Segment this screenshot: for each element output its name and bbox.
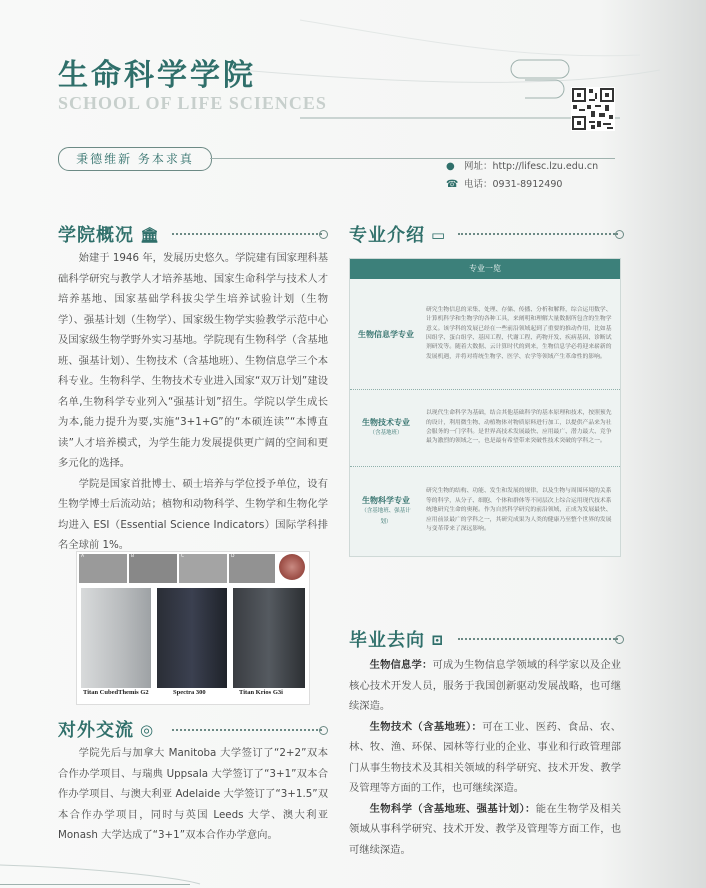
- career-text: [349, 655, 621, 860]
- website-text[interactable]: 网址：http://lifesc.lzu.edu.cn: [464, 161, 599, 172]
- table-header: 专业一览: [350, 259, 620, 279]
- overview-paragraph-1: 始建于 1946 年，发展历史悠久。学院建有国家理科基础科学研究与教学人才培养基地、国家生命科学与技术人才培养基地、国家基础学科拔尖学生培养试验计划（生物学）、强基计划（生物学）、国家级生物学实验教学示范中心及国家级生物学野外实习基地。学院现有生物科学（含基地班、强基计划）、生物技术（含基地班）、生物信息学三个本科专业。生物科学、生物技术专业进入国家“双万计划”建设名单,生物科学专业列入“强基计划”招生。学院以学生成长为本,能力提升为要,实施“3+1+G”的“本硕连读”“本博直读”人才培养模式，为学生能力发展提供更广阔的空间和更多元化的选择。: [58, 252, 328, 469]
- major-description: 研究生物信息的采集、处理、存储、传播、分析和解释，综合运用数学、计算机科学和生物学的各种工具，来阐明和理解大量数据所包含的生物学意义。该学科的发展已经在一些前沿领域起到了重要的推动作用，比如基因组学、蛋白组学、基因工程、代谢工程、药物开发、疾病基因、诊断试剂研发等。随着大数据、云计算时代的到来，生物信息学必将迎来崭新的发展机遇，并将对将统生物学、医学、农学等领域产生革命性的影响。: [426, 306, 612, 360]
- micrograph-a: A: [79, 554, 127, 583]
- micrograph-c: C: [179, 554, 227, 583]
- caption-1: Titan CubedThemis G2: [83, 689, 149, 696]
- exchange-paragraph: 学院先后与加拿大 Manitoba 大学签订了“2+2”双本合作办学项目、与瑞典 Uppsala 大学签订了“3+1”双本合作办学项目、与澳大利亚 Adelaide 大学签订了“3+1.5”双本合作办学项目，同时与英国 Leeds 大学、澳大利亚 Monash 大学达成了“3+1”双本合作办学意向。: [58, 747, 328, 841]
- micrograph-d: D: [229, 554, 275, 583]
- heading-dotted-rule: [458, 638, 618, 640]
- section-heading-career: [349, 626, 445, 652]
- building-icon: 🏛: [140, 226, 161, 244]
- section-heading-majors: [349, 221, 446, 247]
- major-name: 生物信息学专业: [358, 329, 414, 339]
- overview-heading-text: 学院概况: [58, 225, 134, 246]
- page-title: 生命科学学院: [58, 58, 256, 93]
- phone-text: 电话：0931-8912490: [464, 179, 563, 190]
- equipment-figure: [76, 551, 310, 705]
- table-row: [350, 467, 620, 555]
- major-name: 生物技术专业 （含基地班）: [362, 418, 410, 436]
- majors-table: [349, 258, 621, 557]
- microscope-image-1: [81, 588, 151, 688]
- exchange-heading-text: 对外交流: [58, 720, 134, 741]
- table-row: [350, 390, 620, 467]
- table-row: [350, 279, 620, 390]
- phone-icon: ☎: [446, 179, 459, 190]
- page-subtitle-en: SCHOOL OF LIFE SCIENCES: [58, 93, 327, 113]
- book-icon: ▭: [431, 226, 447, 244]
- majors-heading-text: 专业介绍: [349, 225, 425, 246]
- career-item: 生物技术（含基地班）：可在工业、医药、食品、农、林、牧、渔、环保、园林等行业的企业、事业和行政管理部门从事生物技术及其相关领域的科学研究、技术开发、教学及管理等方面的工作，也可继续深造。: [349, 720, 621, 794]
- career-heading-text: 毕业去向: [349, 630, 425, 651]
- microscope-image-2: [157, 588, 227, 688]
- contact-phone: [446, 176, 562, 190]
- exchange-text: [58, 743, 328, 846]
- contact-website: [446, 158, 598, 172]
- virus-model-image: [279, 554, 305, 580]
- heading-dotted-rule: [172, 729, 322, 731]
- major-name: 生物科学专业 （含基地班、强基计划）: [361, 495, 411, 525]
- section-heading-exchange: [58, 716, 154, 742]
- caption-2: Spectra 300: [173, 689, 206, 696]
- micrograph-b: B: [129, 554, 177, 583]
- heading-dotted-rule: [458, 233, 618, 235]
- career-item: 生物信息学：可成为生物信息学领域的科学家以及企业核心技术开发人员，服务于我国创新驱动发展战略，也可继续深造。: [349, 659, 622, 712]
- career-item: 生物科学（含基地班、强基计划）：能在生物学及相关领域从事科学研究、技术开发、教学及管理等方面工作，也可继续深造。: [349, 802, 621, 856]
- globe-icon: ●: [446, 161, 455, 172]
- briefcase-icon: ⊡: [431, 631, 445, 649]
- footer-rule: [0, 884, 190, 885]
- overview-text: [58, 248, 328, 556]
- major-description: 以现代生命科学为基础，结合其他基础科学的基本原理和技术，按照预先的设计，利用微生物、动植物体对物质原料进行加工，以提供产品来为社会服务的一门学科。是世界高技术发展最快、应用最广、潜力最大、竞争最为激烈的领域之一，也是最有希望带来突破性技术突破的学科之一。: [426, 410, 612, 445]
- caption-3: Titan Krios G3i: [239, 689, 283, 696]
- motto-badge: 秉德维新 务本求真: [58, 147, 212, 171]
- section-heading-overview: [58, 221, 160, 247]
- overview-paragraph-2: 学院是国家首批博士、硕士培养与学位授予单位，设有生物学博士后流动站；植物和动物科学、生物学和生物化学均进入 ESI（Essential Science Indicators）国际学科排名全球前 1%。: [58, 477, 328, 551]
- globe-icon: ◎: [140, 721, 155, 739]
- qr-code-icon: [571, 87, 615, 131]
- major-description: 研究生物的结构、功能、发生和发展的规律，以及生物与周围环境的关系等的科学，从分子、细胞、个体和群体等不同层次上综合运用现代技术系统地研究生命的奥秘。作为自然科学研究的前沿领域，正成为发展最快、应用前景最广的学科之一，其研究成果为人类的健康乃至整个世界的发展与变革带来了深远影响。: [426, 488, 612, 533]
- microscope-image-3: [233, 588, 305, 688]
- heading-dotted-rule: [172, 233, 322, 235]
